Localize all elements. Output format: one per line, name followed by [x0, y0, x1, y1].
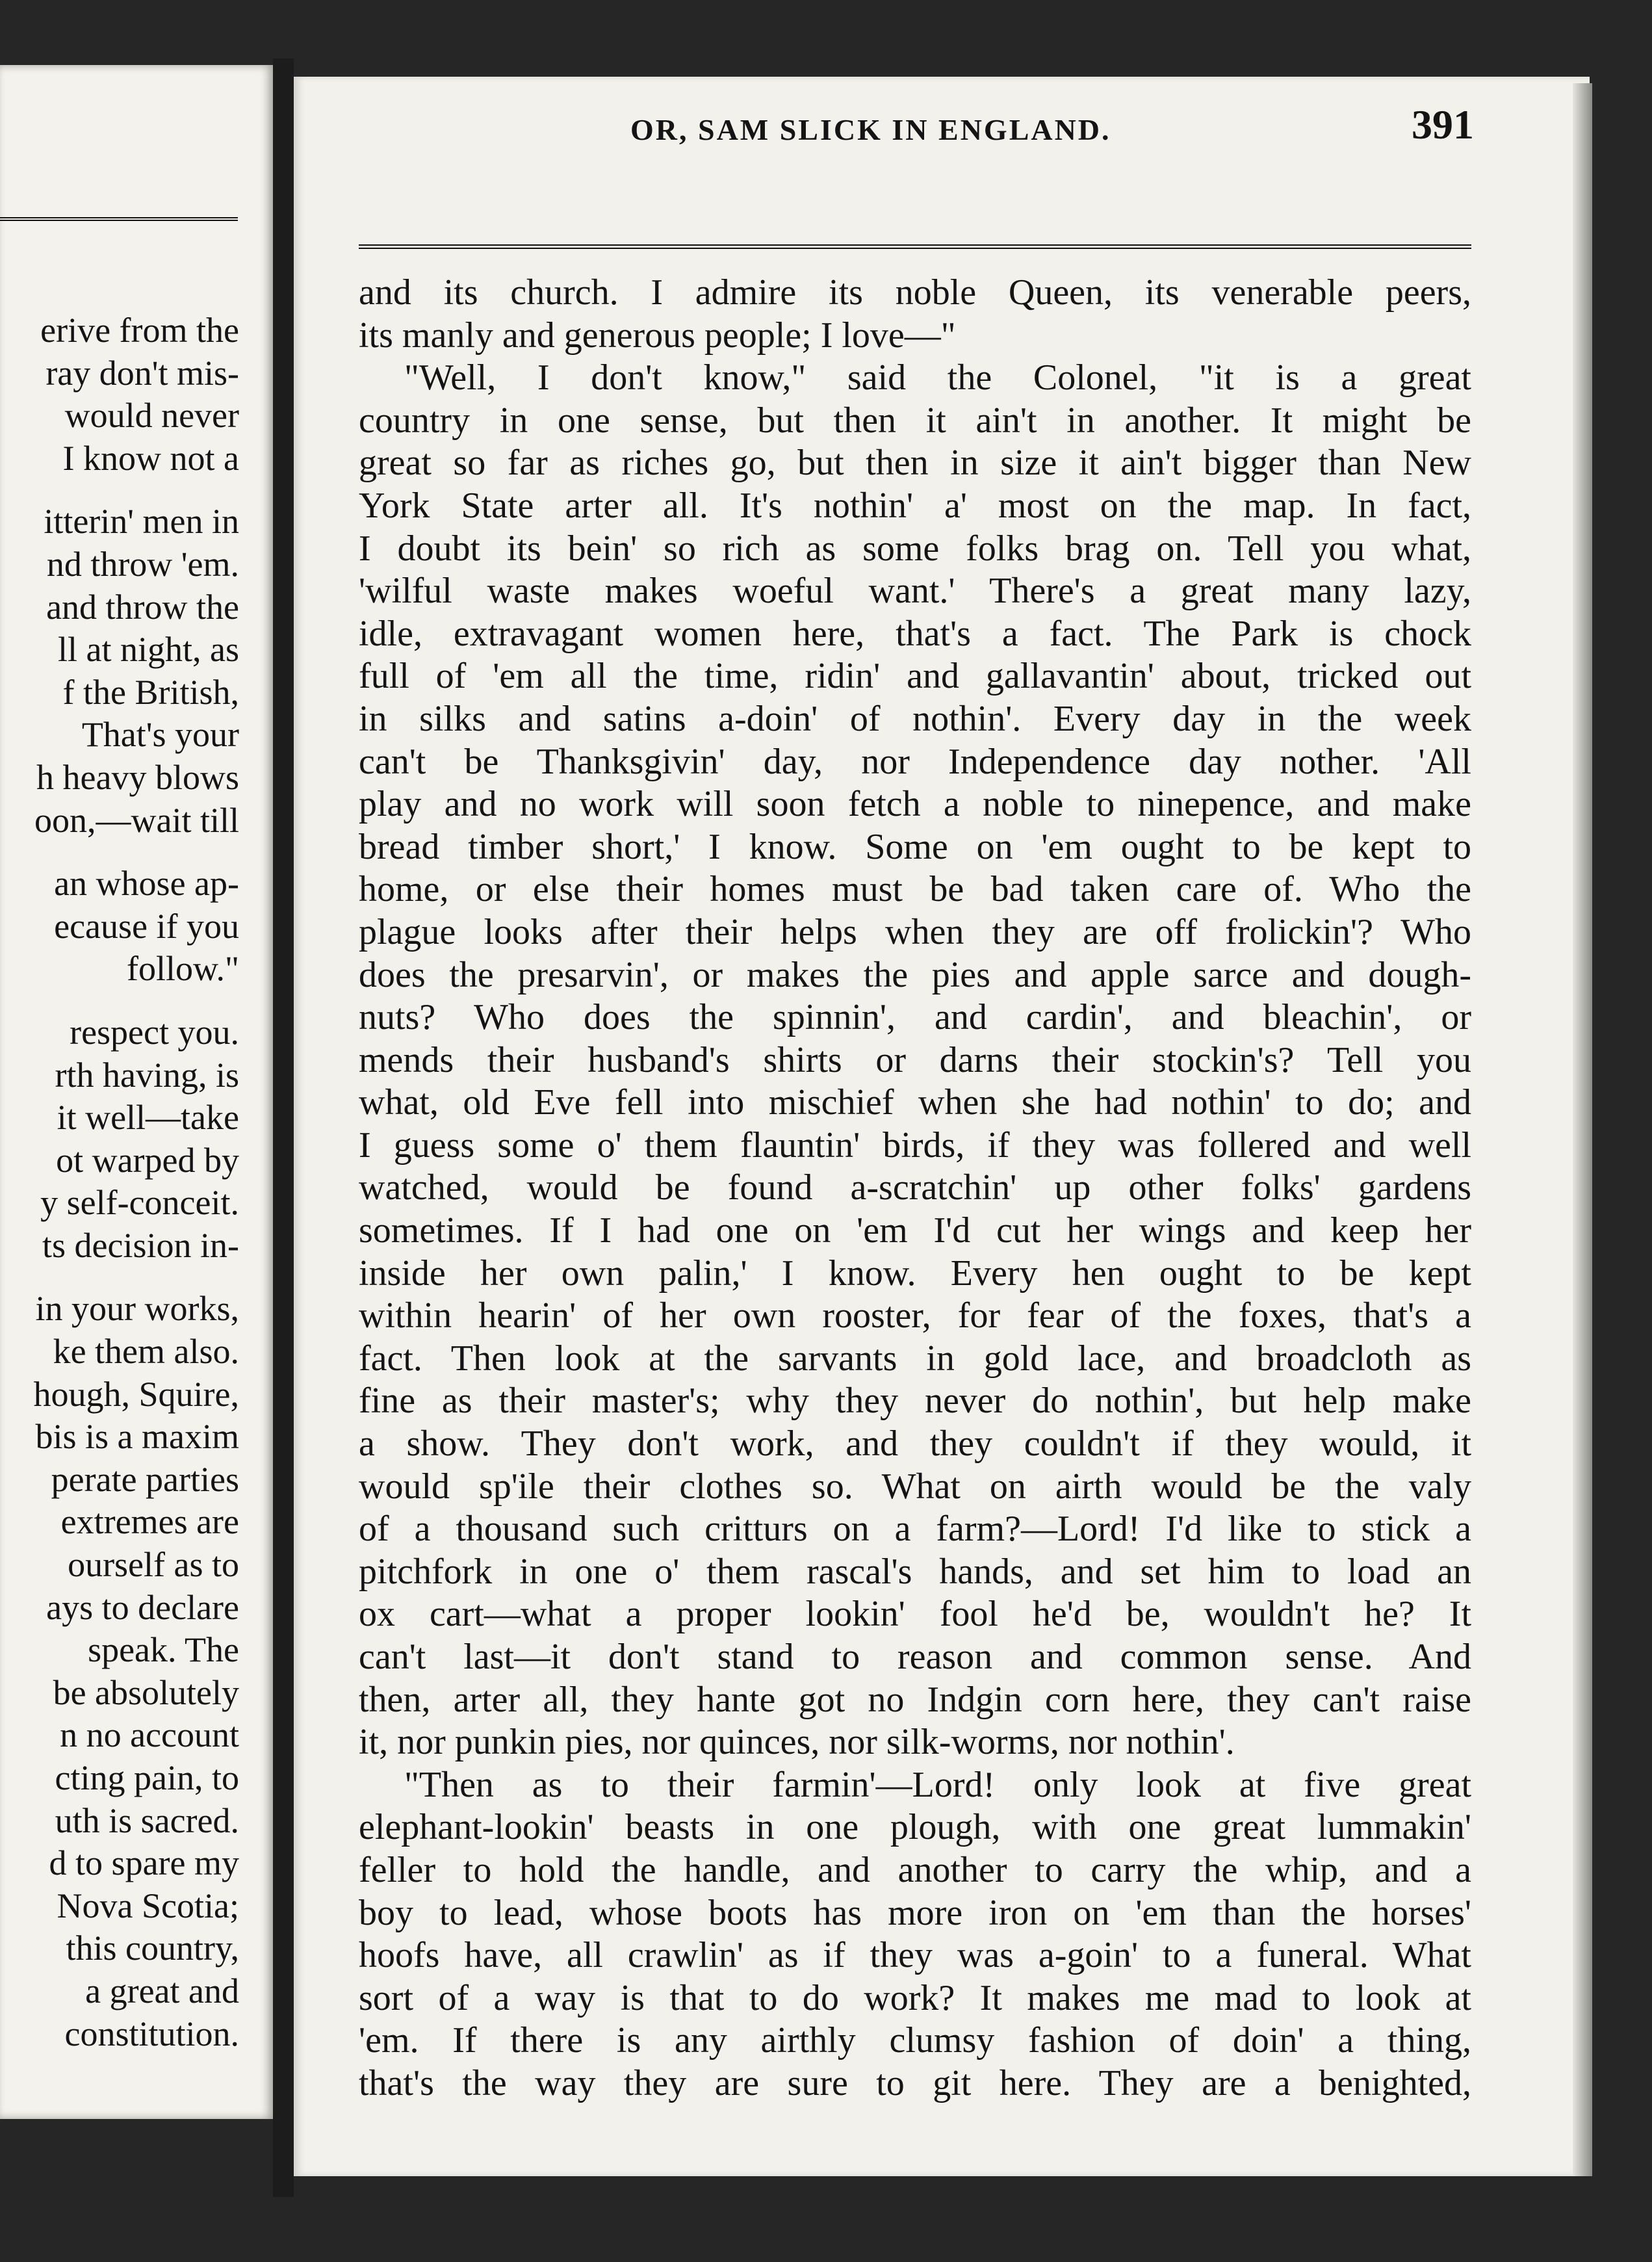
left-line: it well—take	[57, 1098, 239, 1138]
page-header	[351, 94, 1474, 159]
text-line: full of 'em all the time, ridin' and gallavantin' about, tricked out	[359, 656, 1471, 697]
text-line: 'em. If there is any airthly clumsy fashion of doin' a thing,	[359, 2020, 1471, 2061]
right-page-edge	[1573, 83, 1592, 2176]
text-line: ox cart—what a proper lookin' fool he'd be, wouldn't he? It	[359, 1594, 1471, 1635]
text-line: can't last—it don't stand to reason and common sense. And	[359, 1637, 1471, 1677]
left-gap	[0, 480, 239, 500]
text-line: and its church. I admire its noble Queen, its venerable peers,	[359, 272, 1471, 313]
left-line: d to spare my	[49, 1843, 239, 1883]
left-line: f the British,	[62, 672, 239, 712]
left-line: y self-conceit.	[40, 1183, 239, 1223]
left-gap	[0, 842, 239, 863]
text-line: play and no work will soon fetch a noble to ninepence, and make	[359, 784, 1471, 825]
text-line: that's the way they are sure to git here. They are a benighted,	[359, 2062, 1471, 2103]
left-line: n no account	[60, 1715, 239, 1755]
text-line: of a thousand such critturs on a farm?—Lord! I'd like to stick a	[359, 1509, 1471, 1550]
left-line: speak. The	[88, 1630, 239, 1670]
text-line: elephant-lookin' beasts in one plough, with one great lummakin'	[359, 1807, 1471, 1848]
book-gutter	[273, 58, 294, 2197]
text-line: pitchfork in one o' them rascal's hands, and set him to load an	[359, 1551, 1471, 1592]
text-line: within hearin' of her own rooster, for fear of the foxes, that's a	[359, 1295, 1471, 1336]
text-line: sometimes. If I had one on 'em I'd cut her wings and keep her	[359, 1210, 1471, 1251]
text-line: home, or else their homes must be bad taken care of. Who the	[359, 869, 1471, 910]
left-line: oon,—wait till	[34, 800, 239, 840]
left-line: uth is sacred.	[55, 1800, 239, 1840]
left-line: rth having, is	[55, 1055, 239, 1095]
text-line: watched, would be found a-scratchin' up other folks' gardens	[359, 1167, 1471, 1208]
left-line: ke them also.	[53, 1332, 239, 1372]
text-line: "Then as to their farmin'—Lord! only look at five great	[404, 1764, 1471, 1805]
text-line: 'wilful waste makes woeful want.' There's a great many lazy,	[359, 571, 1471, 612]
text-line: great so far as riches go, but then in size it ain't bigger than New	[359, 443, 1471, 484]
left-line: be absolutely	[53, 1672, 239, 1712]
left-line: ecause if you	[54, 906, 239, 946]
left-line: follow."	[126, 949, 239, 989]
left-line: this country,	[66, 1929, 239, 1968]
running-head: OR, SAM SLICK IN ENGLAND.	[630, 113, 1111, 146]
text-line: fine as their master's; why they never do nothin', but help make	[359, 1381, 1471, 1422]
text-line: idle, extravagant women here, that's a fact. The Park is chock	[359, 613, 1471, 654]
text-line: what, old Eve fell into mischief when she had nothin' to do; and	[359, 1082, 1471, 1123]
left-line: ays to declare	[46, 1587, 239, 1627]
left-line: erive from the	[40, 311, 239, 350]
text-line: would sp'ile their clothes so. What on airth would be the valy	[359, 1466, 1471, 1507]
left-page	[0, 65, 273, 2119]
text-line: a show. They don't work, and they couldn't if they would, it	[359, 1424, 1471, 1464]
text-line: can't be Thanksgivin' day, nor Independence day nother. 'All	[359, 741, 1471, 782]
text-line: "Well, I don't know," said the Colonel, "it is a great	[404, 358, 1471, 398]
left-line: Nova Scotia;	[57, 1886, 239, 1925]
left-line: extremes are	[60, 1502, 239, 1542]
left-gap	[0, 991, 239, 1011]
text-line: it, nor punkin pies, nor quinces, nor silk-worms, nor nothin'.	[359, 1722, 1235, 1763]
text-line: its manly and generous people; I love—"	[359, 315, 956, 356]
left-line: itterin' men in	[44, 502, 239, 541]
left-line: perate parties	[51, 1459, 239, 1499]
left-page-rule	[0, 217, 238, 221]
left-line: h heavy blows	[36, 757, 239, 797]
left-line: ot warped by	[56, 1140, 239, 1180]
text-line: country in one sense, but then it ain't in another. It might be	[359, 400, 1471, 441]
text-line: I guess some o' them flauntin' birds, if they was follered and well	[359, 1124, 1471, 1165]
text-line: in silks and satins a-doin' of nothin'. Every day in the week	[359, 698, 1471, 739]
left-line: nd throw 'em.	[46, 544, 239, 584]
left-line: ts decision in-	[42, 1225, 239, 1265]
left-line: in your works,	[35, 1289, 239, 1329]
left-line: ourself as to	[68, 1545, 239, 1585]
left-line: a great and	[85, 1971, 239, 2010]
left-line: I know not a	[62, 438, 239, 478]
text-line: fact. Then look at the sarvants in gold lace, and broadcloth as	[359, 1338, 1471, 1379]
left-line: bis is a maxim	[35, 1417, 239, 1457]
text-line: York State arter all. It's nothin' a' most on the map. In fact,	[359, 485, 1471, 526]
text-line: feller to hold the handle, and another to carry the whip, and a	[359, 1849, 1471, 1890]
header-rule	[359, 244, 1471, 249]
text-line: does the presarvin', or makes the pies and apple sarce and dough-	[359, 954, 1471, 995]
text-line: sort of a way is that to do work? It makes me mad to look at	[359, 1977, 1471, 2018]
left-line: an whose ap-	[54, 864, 239, 904]
page-number: 391	[1412, 101, 1474, 148]
left-line: and throw the	[46, 587, 239, 627]
left-gap	[0, 1267, 239, 1288]
text-line: bread timber short,' I know. Some on 'em ought to be kept to	[359, 826, 1471, 867]
text-line: hoofs have, all crawlin' as if they was a-goin' to a funeral. What	[359, 1935, 1471, 1976]
text-line: mends their husband's shirts or darns their stockin's? Tell you	[359, 1039, 1471, 1080]
left-line: would never	[64, 396, 239, 436]
text-line: boy to lead, whose boots has more iron on 'em than the horses'	[359, 1892, 1471, 1933]
text-line: then, arter all, they hante got no Indgin corn here, they can't raise	[359, 1679, 1471, 1720]
left-line: ll at night, as	[58, 630, 239, 670]
left-page-text	[0, 309, 239, 2055]
text-line: plague looks after their helps when they are off frolickin'? Who	[359, 911, 1471, 952]
left-line: ray don't mis-	[45, 353, 239, 393]
left-line: hough, Squire,	[33, 1374, 239, 1414]
left-line: That's your	[81, 715, 239, 755]
page-body	[359, 272, 1471, 2105]
left-line: cting pain, to	[55, 1758, 239, 1797]
text-line: I doubt its bein' so rich as some folks brag on. Tell you what,	[359, 528, 1471, 569]
left-line: respect you.	[70, 1012, 239, 1052]
text-line: nuts? Who does the spinnin', and cardin', and bleachin', or	[359, 997, 1471, 1038]
text-line: inside her own palin,' I know. Every hen ought to be kept	[359, 1253, 1471, 1294]
left-line: constitution.	[64, 2014, 239, 2053]
